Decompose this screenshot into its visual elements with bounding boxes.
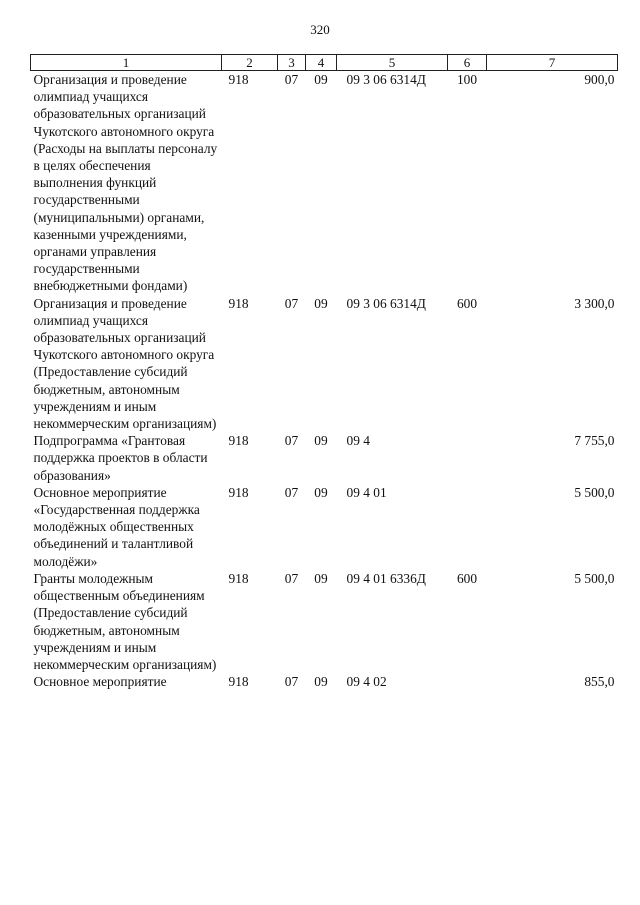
header-row [31,55,618,71]
row-subsection: 09 [314,674,328,690]
row-target-article: 09 4 02 [346,674,387,690]
row-target-article: 09 4 01 6336Д [346,570,426,586]
table-row [31,570,618,673]
row-name: Гранты молодежным общественным объединениям (Предоставление субсидий бюджетным, автономным учреждениям и иным некоммерческим организациям) [33,570,217,672]
header-cell-target-article: 5 [337,55,448,71]
budget-table [30,54,618,690]
table-row [31,484,618,570]
row-subsection: 09 [314,72,328,87]
table-row [31,295,618,433]
row-amount: 855,0 [584,674,615,690]
row-amount: 5 500,0 [574,484,615,500]
row-name: Основное мероприятие «Государственная поддержка молодёжных общественных объединений и талантливой молодёжи» [33,484,200,569]
row-subsection: 09 [314,484,328,500]
row-subsection: 09 [314,295,328,311]
table-row [31,432,618,484]
row-grbs: 918 [228,72,249,87]
row-amount: 5 500,0 [574,570,615,586]
row-target-article: 09 3 06 6314Д [346,72,426,87]
table-body [31,71,618,691]
page-number: 320 [310,22,330,37]
header-cell-amount: 7 [487,55,618,71]
row-section: 07 [284,674,299,690]
row-name: Организация и проведение олимпиад учащихся образовательных организаций Чукотского автономного округа (Предоставление субсидий бюджетным, автономным учреждениям и иным некоммерческим организациям) [33,295,217,432]
header-cell-grbs: 2 [222,55,278,71]
row-target-article: 09 4 [346,433,370,449]
row-target-article: 09 3 06 6314Д [346,295,426,311]
row-grbs: 918 [228,484,249,500]
header-cell-expense-type: 6 [448,55,487,71]
row-subsection: 09 [314,570,328,586]
row-expense-type [448,673,487,690]
row-expense-type [448,484,487,570]
row-grbs: 918 [228,295,249,311]
row-target-article: 09 4 01 [346,484,387,500]
row-name: Подпрограмма «Грантовая поддержка проектов в области образования» [33,433,208,483]
row-expense-type [448,432,487,484]
table-header [31,55,618,71]
row-section: 07 [284,72,299,87]
row-subsection: 09 [314,433,328,449]
row-name: Организация и проведение олимпиад учащихся образовательных организаций Чукотского автономного округа (Расходы на выплаты персоналу в целях обеспечения выполнения функций государственными (муниципальными) органами, казенными учреждениями, органами управления государственными внебюджетными фондами) [33,72,218,294]
header-cell-name: 1 [31,55,222,71]
row-section: 07 [284,570,299,586]
row-amount: 3 300,0 [574,295,615,311]
row-section: 07 [284,295,299,311]
row-amount: 900,0 [584,72,615,87]
row-name: Основное мероприятие [33,674,167,690]
row-expense-type: 100 [456,72,478,87]
header-cell-section: 3 [278,55,306,71]
header-cell-subsection: 4 [306,55,337,71]
row-section: 07 [284,484,299,500]
table-row [31,71,618,295]
row-expense-type: 600 [456,570,478,586]
row-amount: 7 755,0 [574,433,615,449]
table-row [31,673,618,690]
row-expense-type: 600 [456,295,478,311]
row-grbs: 918 [228,570,249,586]
row-grbs: 918 [228,433,249,449]
row-grbs: 918 [228,674,249,690]
row-section: 07 [284,433,299,449]
